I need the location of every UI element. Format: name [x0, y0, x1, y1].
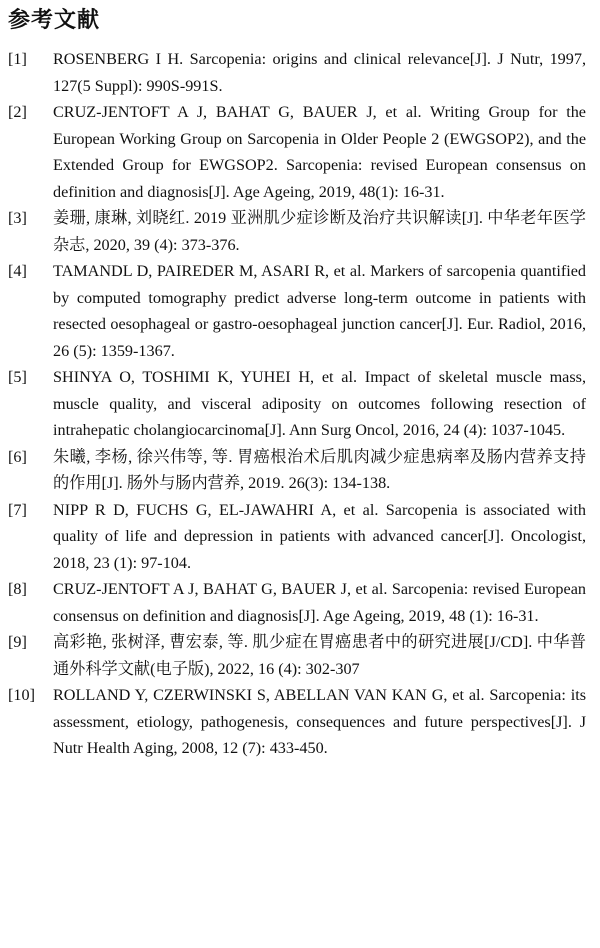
reference-text: ROLLAND Y, CZERWINSKI S, ABELLAN VAN KAN G, et al. Sarcopenia: its assessment, etiology, pathogenesis, consequences and future perspectives[J]. J Nutr Health Aging, 2008, 12 (7): 433-450. [53, 686, 586, 757]
reference-item [8, 497, 586, 577]
reference-number: [4] [8, 262, 27, 280]
reference-number: [1] [8, 50, 27, 68]
reference-text: CRUZ-JENTOFT A J, BAHAT G, BAUER J, et al. Writing Group for the European Working Group on Sarcopenia in Older People 2 (EWGSOP2), and the Extended Group for EWGSOP2. Sarcopenia: revised European consensus on definition and diagnosis[J]. Age Ageing, 2019, 48(1): 16-31. [53, 103, 586, 201]
reference-text: SHINYA O, TOSHIMI K, YUHEI H, et al. Impact of skeletal muscle mass, muscle quality, and visceral adiposity on outcomes following resection of intrahepatic cholangiocarcinoma[J]. Ann Surg Oncol, 2016, 24 (4): 1037-1045. [53, 368, 586, 439]
reference-text: 朱曦, 李杨, 徐兴伟等, 等. 胃癌根治术后肌肉减少症患病率及肠内营养支持的作用[J]. 肠外与肠内营养, 2019. 26(3): 134-138. [53, 447, 586, 492]
reference-text: 姜珊, 康琳, 刘晓红. 2019 亚洲肌少症诊断及治疗共识解读[J]. 中华老年医学杂志, 2020, 39 (4): 373-376. [53, 209, 586, 254]
reference-number: [8] [8, 580, 27, 598]
reference-number: [7] [8, 500, 27, 519]
reference-text: TAMANDL D, PAIREDER M, ASARI R, et al. Markers of sarcopenia quantified by computed tomography predict adverse long-term outcome in patients with resected oesophageal or gastro-oesophageal junction cancer[J]. Eur. Radiol, 2016, 26 (5): 1359-1367. [53, 262, 586, 360]
reference-number: [9] [8, 633, 27, 651]
reference-item [8, 629, 586, 682]
reference-number: [5] [8, 368, 27, 386]
reference-item [8, 576, 586, 629]
reference-item [8, 258, 586, 364]
reference-text: NIPP R D, FUCHS G, EL-JAWAHRI A, et al. Sarcopenia is associated with quality of life and depression in patients with advanced cancer[J]. Oncologist, 2018, 23 (1): 97-104. [53, 500, 586, 572]
reference-item [8, 205, 586, 258]
reference-item [8, 364, 586, 444]
reference-list [8, 46, 586, 762]
reference-item [8, 46, 586, 99]
reference-number: [2] [8, 103, 27, 121]
reference-number: [3] [8, 209, 27, 227]
reference-text: ROSENBERG I H. Sarcopenia: origins and clinical relevance[J]. J Nutr, 1997, 127(5 Suppl): 990S-991S. [53, 50, 586, 95]
reference-item [8, 99, 586, 205]
reference-text: CRUZ-JENTOFT A J, BAHAT G, BAUER J, et al. Sarcopenia: revised European consensus on definition and diagnosis[J]. Age Ageing, 2019, 48 (1): 16-31. [53, 580, 586, 625]
reference-item [8, 682, 586, 762]
reference-number: [6] [8, 447, 27, 466]
reference-text: 高彩艳, 张树泽, 曹宏泰, 等. 肌少症在胃癌患者中的研究进展[J/CD]. 中华普通外科学文献(电子版), 2022, 16 (4): 302-307 [53, 633, 586, 678]
reference-item [8, 444, 586, 497]
references-heading: 参考文献 [8, 8, 101, 33]
reference-number: [10] [8, 686, 35, 704]
